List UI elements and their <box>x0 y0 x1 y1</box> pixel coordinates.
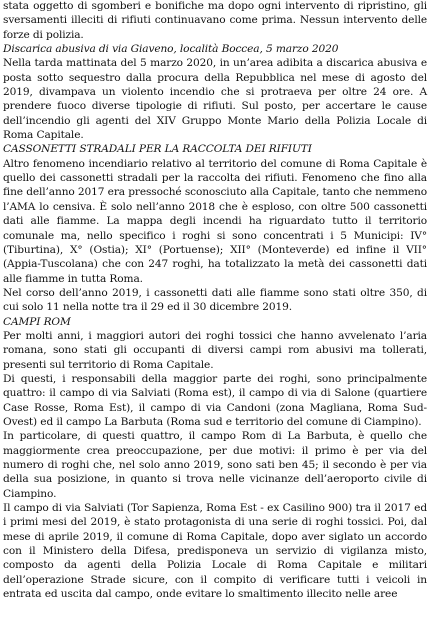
paragraph-la-barbuta: In particolare, di questi quattro, il campo Rom di La Barbuta, è quello che maggiormente crea preoccupazione, per due motivi: il primo è per via del numero di roghi che, nel solo anno 2019, sono sati ben 45; il secondo è per via della sua posizione, in quanto si trova nelle vicinanze dell’aeroporto civile di Ciampino. <box>3 430 427 500</box>
section-heading-discarica-giaveno: Discarica abusiva di via Giaveno, località Boccea, 5 marzo 2020 <box>3 43 339 56</box>
paragraph-cassonetti-2018: Altro fenomeno incendiario relativo al territorio del comune di Roma Capitale è quello dei cassonetti stradali per la raccolta dei rifiuti. Fenomeno che fino alla fine dell’anno 2017 era pressoché sconosciuto alla Capitale, tanto che nemmeno l’AMA lo censiva. È solo nell’anno 2018 che è esploso, con oltre 500 cassonetti dati alle fiamme. La mappa degli incendi ha riguardato tutto il territorio comunale ma, nello specifico i roghi si sono concentrati i 5 Municipi: IV° (Tiburtina), X° (Ostia); XI° (Portuense); XII° (Monteverde) ed infine il VII° (Appia-Tuscolana) che con 247 roghi, ha totalizzato la metà dei cassonetti dati alle fiamme in tutta Roma. <box>3 157 427 285</box>
paragraph-campi-rom-intro: Per molti anni, i maggiori autori dei roghi tossici che hanno avvelenato l’aria romana, sono stati gli occupanti di diversi campi rom abusivi ma tollerati, presenti sul territorio di Roma Capitale. <box>3 329 427 371</box>
paragraph-campi-responsabili: Di questi, i responsabili della maggior parte dei roghi, sono principalmente quattro: il campo di via Salviati (Roma est), il campo di via di Salone (quartiere Case Rosse, Roma Est), il campo di via Candoni (zona Magliana, Roma Sud-Ovest) ed il campo La Barbuta (Roma sud e territorio del comune di Ciampino). <box>3 372 427 428</box>
paragraph-intro: stata oggetto di sgomberi e bonifiche ma dopo ogni intervento di ripristino, gli sversamenti illeciti di rifiuti continuavano come prima. Nessun intervento delle forze di polizia. <box>3 0 427 41</box>
paragraph-incendio-giaveno: Nella tarda mattinata del 5 marzo 2020, in un’area adibita a discarica abusiva e posta sotto sequestro dalla procura della Repubblica nel mese di agosto del 2019, divampava un violento incendio che si protraeva per oltre 24 ore. A prendere fuoco diverse tipologie di rifiuti. Sul posto, per accertare le cause dell’incendio gli agenti del XIV Gruppo Monte Mario della Polizia Locale di Roma Capitale. <box>3 57 427 142</box>
section-heading-cassonetti: CASSONETTI STRADALI PER LA RACCOLTA DEI RIFIUTI <box>3 143 312 156</box>
section-heading-campi-rom: CAMPI ROM <box>3 315 71 328</box>
paragraph-cassonetti-2019: Nel corso dell’anno 2019, i cassonetti dati alle fiamme sono stati oltre 350, di cui solo 11 nella notte tra il 29 ed il 30 dicembre 2019. <box>3 286 427 314</box>
paragraph-via-salviati: Il campo di via Salviati (Tor Sapienza, Roma Est - ex Casilino 900) tra il 2017 ed i primi mesi del 2019, è stato protagonista di una serie di roghi tossici. Poi, dal mese di aprile 2019, il comune di Roma Capitale, dopo aver siglato un accordo con il Ministero della Difesa, predisponeva un servizio di vigilanza misto, composto da agenti della Polizia Locale di Roma Capitale e militari dell’operazione Strade sicure, con il compito di verificare tutti i veicoli in entrata ed uscita dal campo, onde evitare lo smaltimento illecito nelle aree <box>3 502 427 601</box>
